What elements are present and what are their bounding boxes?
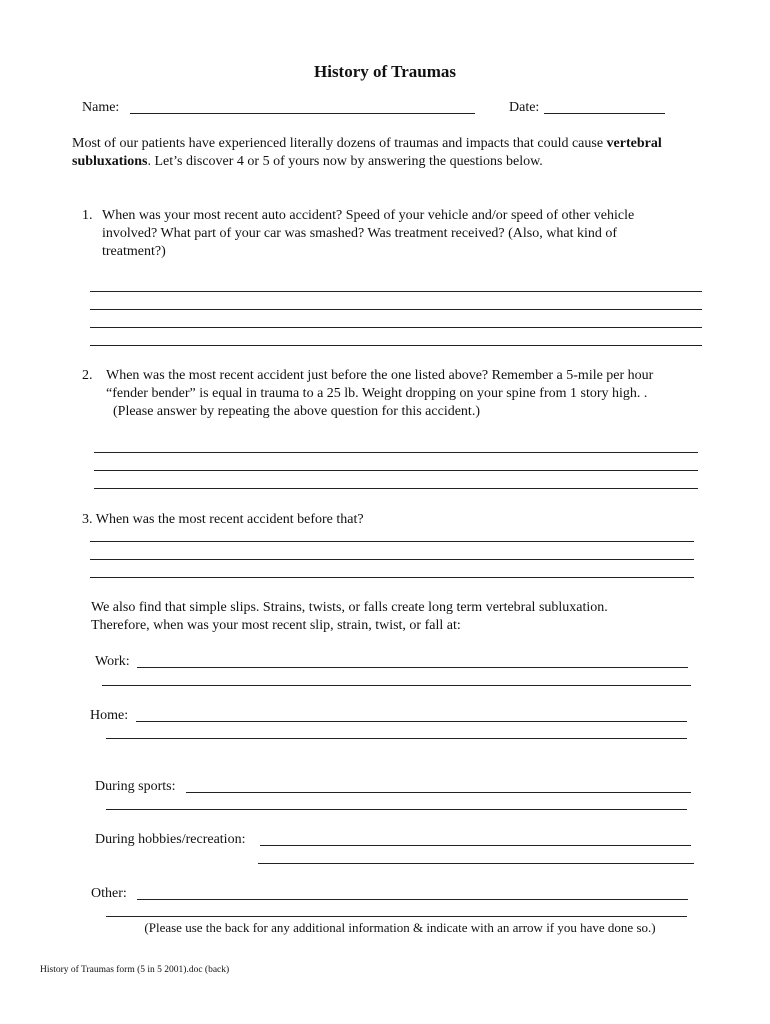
other-label: Other: [91, 886, 127, 901]
work-label: Work: [95, 654, 130, 669]
other-field-continued[interactable] [106, 916, 687, 917]
intro-bold-term: subluxations [72, 154, 148, 169]
question-1-line: treatment?) [102, 244, 166, 259]
answer-line[interactable] [94, 488, 698, 489]
intro-line-2 [72, 153, 543, 171]
question-2-line: (Please answer by repeating the above question for this accident.) [113, 404, 480, 419]
slips-intro-line: Therefore, when was your most recent slip, strain, twist, or fall at: [91, 618, 461, 633]
home-field-continued[interactable] [106, 738, 687, 739]
question-2-line: “fender bender” is equal in trauma to a 25 lb. Weight dropping on your spine from 1 story high. . [106, 386, 648, 401]
intro-line-1 [72, 135, 662, 153]
sports-field-continued[interactable] [106, 809, 687, 810]
work-field-continued[interactable] [102, 685, 691, 686]
back-page-note: (Please use the back for any additional information & indicate with an arrow if you have done so.) [144, 920, 656, 935]
sports-label: During sports: [95, 779, 176, 794]
answer-line[interactable] [90, 559, 694, 560]
answer-line[interactable] [90, 541, 694, 542]
intro-text: Most of our patients have experienced literally dozens of traumas and impacts that could cause [72, 136, 607, 151]
other-field[interactable] [137, 899, 688, 900]
question-1-line: involved? What part of your car was smashed? Was treatment received? (Also, what kind of [102, 226, 618, 241]
home-field[interactable] [136, 721, 687, 722]
question-3-number: 3. [82, 512, 93, 527]
answer-line[interactable] [90, 345, 702, 346]
hobbies-field-continued[interactable] [258, 863, 694, 864]
question-2-line: When was the most recent accident just before the one listed above? Remember a 5-mile per hour [106, 368, 654, 383]
answer-line[interactable] [90, 309, 702, 310]
date-field[interactable] [544, 113, 665, 114]
answer-line[interactable] [94, 452, 698, 453]
answer-line[interactable] [90, 327, 702, 328]
question-2-number: 2. [82, 368, 93, 383]
hobbies-field[interactable] [260, 845, 691, 846]
page-title: History of Traumas [314, 62, 456, 81]
name-field[interactable] [130, 113, 475, 114]
question-1-line: When was your most recent auto accident? Speed of your vehicle and/or speed of other vehicle [102, 208, 635, 223]
work-field[interactable] [137, 667, 688, 668]
page-footer: History of Traumas form (5 in 5 2001).doc (back) [40, 965, 230, 975]
question-3 [82, 511, 364, 529]
home-label: Home: [90, 708, 129, 723]
question-3-line: When was the most recent accident before that? [95, 512, 364, 527]
answer-line[interactable] [90, 577, 694, 578]
hobbies-label: During hobbies/recreation: [95, 832, 246, 847]
answer-line[interactable] [94, 470, 698, 471]
question-1-number: 1. [82, 208, 93, 223]
name-label: Name: [82, 100, 120, 115]
intro-text: . Let’s discover 4 or 5 of yours now by answering the questions below. [147, 154, 543, 169]
answer-line[interactable] [90, 291, 702, 292]
intro-bold-term: vertebral [606, 136, 662, 151]
sports-field[interactable] [186, 792, 691, 793]
slips-intro-line: We also find that simple slips. Strains, twists, or falls create long term vertebral subluxation. [91, 600, 608, 615]
date-label: Date: [509, 100, 540, 115]
